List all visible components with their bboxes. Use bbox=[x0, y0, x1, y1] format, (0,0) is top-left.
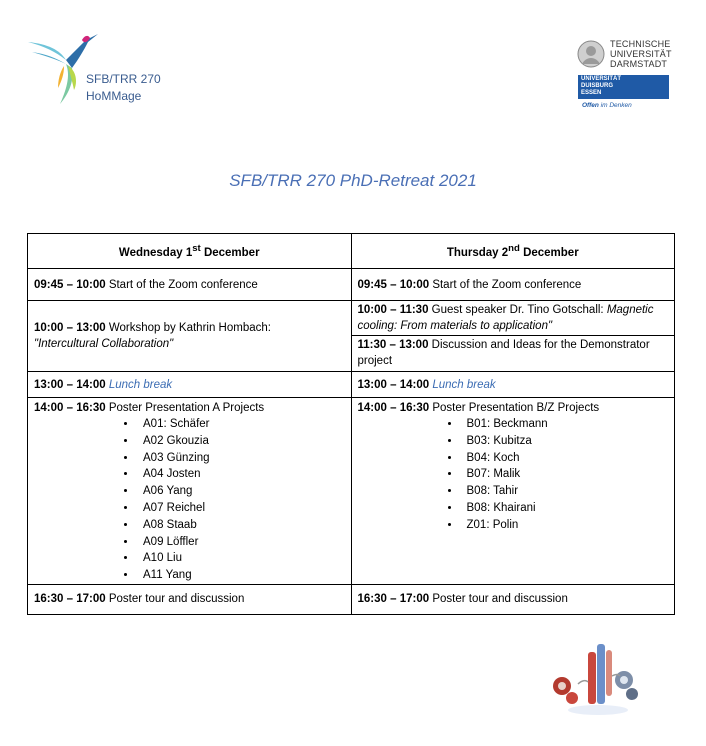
list-item: • Z01: Polin bbox=[461, 517, 669, 534]
schedule-table bbox=[27, 233, 675, 615]
wed-lunch-cell bbox=[28, 372, 352, 398]
list-item: • A06 Yang bbox=[137, 483, 345, 500]
time-label: 10:00 – 13:00 bbox=[34, 322, 106, 334]
sfb-name: SFB/TRR 270 bbox=[86, 72, 161, 86]
time-label: 14:00 – 16:30 bbox=[357, 402, 430, 414]
wed-poster-cell bbox=[28, 398, 352, 585]
project-list-bz bbox=[358, 416, 669, 534]
time-label: 10:00 – 11:30 bbox=[357, 304, 429, 316]
ude-slogan bbox=[582, 102, 632, 109]
list-item: • A08 Staab bbox=[137, 517, 345, 534]
list-item: • A07 Reichel bbox=[137, 500, 345, 517]
ude-slogan-rest: im Denken bbox=[598, 102, 632, 109]
tud-seal-icon bbox=[576, 38, 606, 70]
table-row bbox=[28, 584, 675, 614]
lunch-label: Lunch break bbox=[432, 378, 496, 391]
event-text: Poster tour and discussion bbox=[429, 593, 568, 606]
list-item: • B08: Khairani bbox=[461, 500, 669, 517]
list-item: • A04 Josten bbox=[137, 466, 345, 483]
list-item: • B08: Tahir bbox=[461, 483, 669, 500]
list-item: • B07: Malik bbox=[461, 466, 669, 483]
lunch-label: Lunch break bbox=[108, 378, 173, 391]
event-text: Start of the Zoom conference bbox=[105, 278, 258, 291]
list-item: • A11 Yang bbox=[137, 567, 345, 584]
wed-zoom-cell bbox=[28, 269, 352, 301]
thu-tour-cell bbox=[351, 584, 675, 614]
tud-line-3: DARMSTADT bbox=[610, 59, 668, 69]
magnet-illustration-icon bbox=[548, 640, 640, 718]
project-list-a bbox=[34, 416, 345, 584]
ude-line-2: DUISBURG bbox=[581, 83, 614, 89]
table-row bbox=[28, 269, 675, 301]
list-item: • A10 Liu bbox=[137, 550, 345, 567]
list-item: • B04: Koch bbox=[461, 450, 669, 467]
wed-sup: st bbox=[192, 243, 201, 255]
wed-day: Wednesday 1 bbox=[118, 246, 193, 259]
event-text: Poster Presentation B/Z Projects bbox=[429, 402, 600, 414]
wed-month: December bbox=[200, 246, 260, 259]
thu-speaker-cell bbox=[351, 301, 675, 372]
event-text: Guest speaker Dr. Tino Gotschall: bbox=[428, 304, 607, 316]
tud-logo-text bbox=[610, 39, 672, 69]
time-label: 13:00 – 14:00 bbox=[357, 378, 430, 391]
list-item: • A09 Löffler bbox=[137, 534, 345, 551]
time-label: 11:30 – 13:00 bbox=[357, 339, 429, 351]
event-text: Start of the Zoom conference bbox=[429, 278, 582, 291]
ude-line-3: ESSEN bbox=[581, 90, 602, 96]
list-item: • A03 Günzing bbox=[137, 450, 345, 467]
table-header-row bbox=[28, 234, 675, 269]
thu-sup: nd bbox=[508, 243, 520, 255]
event-text: Poster Presentation A Projects bbox=[105, 402, 265, 414]
list-item: • B03: Kubitza bbox=[461, 433, 669, 450]
time-label: 13:00 – 14:00 bbox=[34, 378, 106, 391]
time-label: 14:00 – 16:30 bbox=[34, 402, 106, 414]
wednesday-header bbox=[28, 234, 352, 269]
thu-zoom-cell bbox=[351, 269, 675, 301]
event-text: Discussion and Ideas for the Demonstrator project bbox=[357, 339, 650, 367]
tud-line-2: UNIVERSITÄT bbox=[610, 49, 672, 59]
thu-lunch-cell bbox=[351, 372, 675, 398]
time-label: 09:45 – 10:00 bbox=[357, 278, 430, 291]
time-label: 16:30 – 17:00 bbox=[357, 593, 430, 606]
time-label: 16:30 – 17:00 bbox=[34, 593, 106, 606]
list-item: • B01: Beckmann bbox=[461, 416, 669, 433]
thu-month: December bbox=[519, 246, 579, 259]
thu-poster-cell bbox=[351, 398, 675, 585]
wed-workshop-cell bbox=[28, 301, 352, 372]
table-row bbox=[28, 301, 675, 372]
list-item: • A02 Gkouzia bbox=[137, 433, 345, 450]
ude-line-1: UNIVERSITÄT bbox=[581, 76, 622, 82]
thursday-header bbox=[351, 234, 675, 269]
tud-line-1: TECHNISCHE bbox=[610, 39, 671, 49]
time-label: 09:45 – 10:00 bbox=[34, 278, 106, 291]
sfb-logo-text bbox=[86, 71, 161, 105]
workshop-title: "Intercultural Collaboration" bbox=[34, 338, 174, 350]
table-row bbox=[28, 398, 675, 585]
list-item: • A01: Schäfer bbox=[137, 416, 345, 433]
sfb-project: HoMMage bbox=[86, 89, 142, 103]
document-title: SFB/TRR 270 PhD-Retreat 2021 bbox=[229, 171, 477, 190]
thu-day: Thursday 2 bbox=[446, 246, 509, 259]
table-row bbox=[28, 372, 675, 398]
event-text: Workshop by Kathrin Hombach: bbox=[105, 322, 271, 334]
event-text: Poster tour and discussion bbox=[105, 593, 245, 606]
ude-slogan-bold: Offen bbox=[582, 102, 599, 109]
talk-title: Magnetic cooling: From materials to application" bbox=[357, 304, 654, 332]
ude-logo bbox=[578, 75, 669, 99]
wed-tour-cell bbox=[28, 584, 352, 614]
